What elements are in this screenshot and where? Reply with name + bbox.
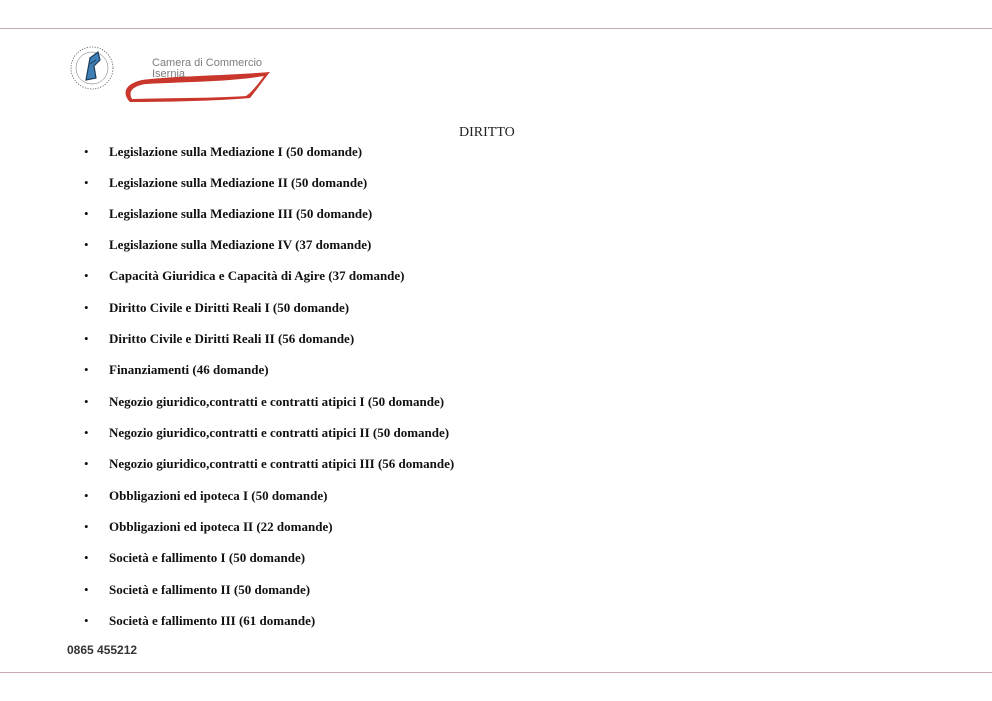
chamber-name [152,58,262,80]
list-item [0,486,600,506]
list-item-label: Diritto Civile e Diritti Reali I (50 domande) [109,300,350,315]
footer-divider [0,672,992,673]
list-item [0,360,600,380]
footer-phone: 0865 455212 [67,643,138,657]
list-item-label: Negozio giuridico,contratti e contratti atipici II (50 domande) [109,425,450,440]
bullet: • [84,394,89,409]
list-item-label: Finanziamenti (46 domande) [109,362,269,377]
list-item-label: Società e fallimento III (61 domande) [109,613,316,628]
bullet: • [84,206,89,221]
bullet: • [84,519,89,534]
bullet: • [84,550,89,565]
bullet: • [84,613,89,628]
list-item-label: Negozio giuridico,contratti e contratti atipici I (50 domande) [109,394,445,409]
chamber-logo [70,44,285,106]
list-item-label: Società e fallimento I (50 domande) [109,550,306,565]
list-item-label: Negozio giuridico,contratti e contratti atipici III (56 domande) [109,456,455,471]
list-item-label: Legislazione sulla Mediazione I (50 domande) [109,144,363,159]
list-item [0,266,600,286]
section-title: DIRITTO [459,125,515,140]
list-item [0,298,600,318]
list-item [0,423,600,443]
list-item-label: Società e fallimento II (50 domande) [109,582,311,597]
list-item-label: Legislazione sulla Mediazione II (50 domande) [109,175,368,190]
bullet: • [84,268,89,283]
list-item [0,204,600,224]
list-item [0,517,600,537]
list-item [0,235,600,255]
list-item [0,580,600,600]
bullet: • [84,237,89,252]
list-item-label: Capacità Giuridica e Capacità di Agire (37 domande) [109,268,405,283]
brand-line-2: Isernia [152,68,186,80]
list-item [0,173,600,193]
list-item [0,611,600,631]
list-item-label: Diritto Civile e Diritti Reali II (56 domande) [109,331,355,346]
list-item [0,392,600,412]
bullet: • [84,300,89,315]
list-item-label: Legislazione sulla Mediazione IV (37 domande) [109,237,372,252]
bullet: • [84,488,89,503]
brand-line-1: Camera di Commercio [152,57,263,69]
list-item [0,548,600,568]
list-item-label: Obbligazioni ed ipoteca II (22 domande) [109,519,333,534]
list-item [0,142,600,162]
bullet: • [84,175,89,190]
bullet: • [84,582,89,597]
list-item-label: Legislazione sulla Mediazione III (50 domande) [109,206,373,221]
list-item [0,454,600,474]
list-item-label: Obbligazioni ed ipoteca I (50 domande) [109,488,328,503]
list-item [0,329,600,349]
header-divider [0,28,992,29]
bullet: • [84,362,89,377]
bullet: • [84,456,89,471]
bullet: • [84,331,89,346]
bullet: • [84,144,89,159]
bullet: • [84,425,89,440]
